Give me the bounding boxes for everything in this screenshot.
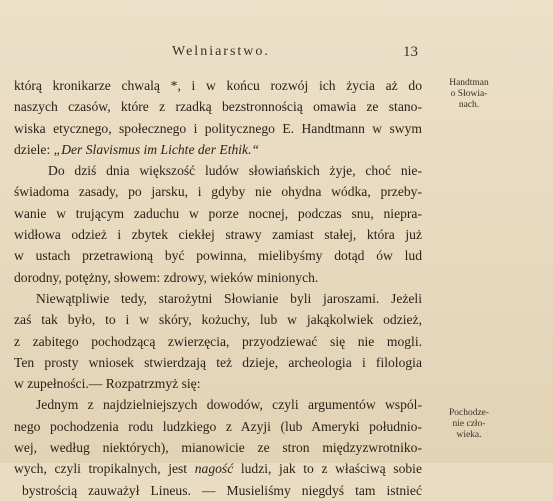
text-line: nego pochodzenia rodu ludzkiego z Azyji (lub Ameryki południo-: [14, 418, 422, 434]
text-fragment: ludzi, jak to z właściwą sobie: [233, 461, 422, 477]
text-line: Jednym z najdzielniejszych dowodów, czyli argumentów wspól-: [36, 397, 422, 413]
text-line: wiska etycznego, społecznego i politycznego E. Handtmann w swym: [14, 120, 422, 136]
book-title-italic: „Der Slavismus im Lichte der Ethik.“: [53, 141, 260, 157]
margin-note-line: nie czło-: [452, 419, 486, 429]
text-line: świadoma zasady, po jarsku, i gdyby nie ohydna wódka, przeby-: [14, 184, 422, 200]
text-line: wanie w trującym zaduchu w porze nocnej, podczas snu, niepra-: [14, 205, 422, 221]
text-line: widłowa odzież i zbytek ciekłej strawy zamiast stałej, która już: [14, 227, 422, 243]
margin-note-line: wieka.: [456, 430, 482, 440]
text-fragment: wych, czyli tropikalnych, jest: [14, 461, 195, 477]
text-line: w zupełności.— Rozpatrzmyż się:: [14, 376, 201, 392]
margin-note-pochodzenie: [424, 408, 514, 441]
margin-note-line: Handtman: [449, 78, 489, 88]
text-line: [14, 139, 422, 160]
margin-note-handtmann: [424, 78, 514, 111]
text-line: naszych czasów, które z rzadką bezstronnością omawia ze stano-: [14, 99, 422, 115]
text-line: Do dziś dnia większość ludów słowiańskich żyje, choć nie-: [48, 163, 422, 179]
text-line: bystrością zauważył Lineus. — Musieliśmy niegdyś tam istnieć: [22, 482, 422, 498]
margin-note-line: nach.: [458, 100, 480, 110]
text-line: którą kronikarze chwalą *, i w końcu rozwój ich życia aż do: [14, 78, 422, 93]
running-header: Welniarstwo.: [172, 44, 270, 59]
text-line: [14, 458, 422, 479]
margin-note-line: Pochodze-: [448, 408, 490, 418]
text-line: zaś tak było, to i w skóry, kożuchy, lub w jakąkolwiek odzież,: [14, 312, 422, 328]
page-number: 13: [403, 44, 418, 60]
text-line: Ten prosty wniosek stwierdzają też dzieje, archeologia i filologia: [14, 354, 422, 370]
text-line: z zabitego pochodzącą zwierzęcia, przyodziewać się nie mogli.: [14, 333, 422, 349]
text-fragment: dziele:: [14, 141, 54, 157]
text-line: Niewątpliwie tedy, starożytni Słowianie byli jaroszami. Jeżeli: [36, 290, 422, 306]
emphasis-italic: nagość: [194, 461, 234, 477]
text-line: dorodny, potężny, słowem: zdrowy, wieków minionych.: [14, 269, 319, 285]
text-line: w ustach przetrawioną być powinna, mielibyśmy dotąd ów lud: [14, 248, 422, 264]
text-line: wej, według niektórych), mianowicie ze stron międzyzwrotniko-: [14, 440, 422, 456]
margin-note-line: o Słowia-: [450, 89, 488, 99]
body-text: [14, 75, 422, 501]
